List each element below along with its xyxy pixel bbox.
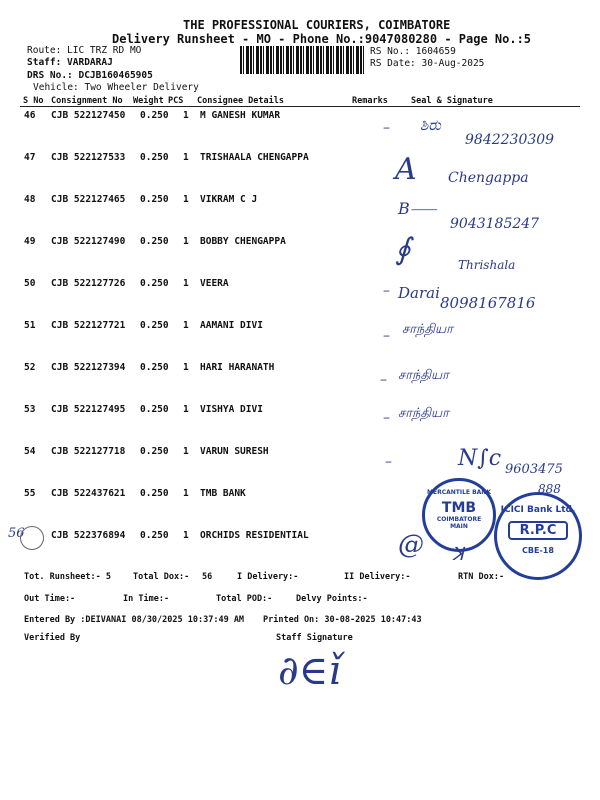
signature-55-text: 888 [538, 482, 561, 496]
header-divider [20, 106, 580, 107]
drs-number: DRS No.: DCJB160465905 [27, 70, 153, 81]
signature-56-initial: ꓘ [452, 544, 464, 565]
barcode [240, 46, 364, 74]
i-delivery: I Delivery:- [237, 572, 299, 582]
in-time: In Time:- [123, 594, 170, 604]
table-row [0, 404, 600, 446]
row-consignment: CJB 522437621 [51, 488, 126, 499]
row-sno: 55 [24, 488, 36, 499]
row-consignment: CJB 522127465 [51, 194, 126, 205]
row-weight: 0.250 [140, 362, 169, 373]
icici-stamp-bank: ICICI Bank Ltd. [500, 505, 576, 515]
runsheet-subtitle: Delivery Runsheet - MO - Phone No.:9047080280 - Page No.:5 [112, 32, 532, 46]
table-row [0, 362, 600, 404]
row-sno: 48 [24, 194, 36, 205]
printed-on: Printed On: 30-08-2025 10:47:43 [263, 615, 422, 625]
handwritten-sno-56: 56 [8, 526, 25, 541]
row-pcs: 1 [183, 362, 189, 373]
col-sno: S No [23, 96, 44, 106]
signature-51: சாந்தியா [402, 322, 453, 337]
row-consignee: VIKRAM C J [200, 194, 258, 205]
rs-number: RS No.: 1604659 [370, 46, 456, 57]
row-consignee: HARI HARANATH [200, 362, 275, 373]
row-pcs: 1 [183, 488, 189, 499]
signature-47-mark: A [395, 152, 417, 187]
entered-by: Entered By :DEIVANAI 08/30/2025 10:37:49 AM [24, 615, 245, 625]
row-consignee: AAMANI DIVI [200, 320, 263, 331]
row-sno: 49 [24, 236, 36, 247]
col-pcs: PCS [168, 96, 184, 106]
remark-dash: – [383, 283, 390, 299]
row-pcs: 1 [183, 110, 189, 121]
row-consignee: BOBBY CHENGAPPA [200, 236, 286, 247]
signature-46-name: ಶಿರು [420, 116, 441, 134]
tmb-stamp-branch: MAIN [450, 523, 468, 530]
signature-50-name: Darai [398, 284, 440, 302]
row-pcs: 1 [183, 152, 189, 163]
row-sno: 46 [24, 110, 36, 121]
row-consignment: CJB 522376894 [51, 530, 126, 541]
delvy-points: Delvy Points:- [296, 594, 368, 604]
row-consignee: VARUN SURESH [200, 446, 269, 457]
signature-50-phone: 8098167816 [440, 294, 536, 312]
icici-stamp-rpc: R.P.C [508, 521, 568, 540]
staff-signature-mark: ∂∈ǐ [278, 648, 342, 694]
tmb-stamp-top: MERCANTILE BANK [427, 489, 491, 496]
row-pcs: 1 [183, 446, 189, 457]
signature-46-phone: 9842230309 [465, 132, 555, 148]
signature-49-text: Thrishala [458, 258, 516, 272]
col-consignee: Consignee Details [197, 96, 284, 106]
ii-delivery: II Delivery:- [344, 572, 411, 582]
col-consignment: Consignment No [51, 96, 123, 106]
remark-dash: – [385, 454, 392, 470]
row-pcs: 1 [183, 530, 189, 541]
signature-47-text: Chengappa [448, 170, 529, 186]
company-title: THE PROFESSIONAL COURIERS, COIMBATORE [183, 18, 451, 32]
col-weight: Weight [133, 96, 164, 106]
row-sno: 50 [24, 278, 36, 289]
table-row [0, 320, 600, 362]
remark-dash: – [383, 410, 390, 426]
row-sno: 53 [24, 404, 36, 415]
total-dox-value: 56 [202, 572, 213, 582]
row-weight: 0.250 [140, 530, 169, 541]
row-weight: 0.250 [140, 278, 169, 289]
rtn-dox: RTN Dox:- [458, 572, 505, 582]
signature-49-mark: ∮ [395, 232, 411, 267]
row-weight: 0.250 [140, 404, 169, 415]
signature-52: சாந்தியா [398, 368, 449, 383]
sno-56-circle [20, 526, 44, 550]
row-consignment: CJB 522127721 [51, 320, 126, 331]
row-weight: 0.250 [140, 236, 169, 247]
row-consignment: CJB 522127533 [51, 152, 126, 163]
row-consignment: CJB 522127726 [51, 278, 126, 289]
row-sno: 51 [24, 320, 36, 331]
total-pod: Total POD:- [216, 594, 273, 604]
signature-48-phone: 9043185247 [450, 216, 540, 232]
signature-48-mark: B⸺ [398, 199, 437, 218]
verified-by: Verified By [24, 633, 81, 643]
remark-dash: – [383, 120, 390, 136]
row-pcs: 1 [183, 194, 189, 205]
row-consignee: VISHYA DIVI [200, 404, 263, 415]
row-consignee: M GANESH KUMAR [200, 110, 281, 121]
row-sno: 47 [24, 152, 36, 163]
row-pcs: 1 [183, 278, 189, 289]
rs-date: RS Date: 30-Aug-2025 [370, 58, 485, 69]
signature-56-mark: @ [398, 530, 424, 560]
row-consignee: TMB BANK [200, 488, 246, 499]
row-consignment: CJB 522127495 [51, 404, 126, 415]
signature-54-mark: N∫c [458, 446, 502, 471]
tot-runsheet: Tot. Runsheet:- 5 [24, 572, 111, 582]
row-sno: 52 [24, 362, 36, 373]
row-consignee: ORCHIDS RESIDENTIAL [200, 530, 309, 541]
out-time: Out Time:- [24, 594, 76, 604]
col-remarks: Remarks [352, 96, 388, 106]
col-seal-signature: Seal & Signature [411, 96, 493, 106]
signature-53: சாந்தியா [398, 406, 449, 421]
tmb-stamp-logo: TMB [441, 500, 477, 516]
row-weight: 0.250 [140, 152, 169, 163]
row-pcs: 1 [183, 404, 189, 415]
row-weight: 0.250 [140, 446, 169, 457]
row-pcs: 1 [183, 320, 189, 331]
signature-54-phone: 9603475 [505, 462, 563, 477]
vehicle-label: Vehicle: Two Wheeler Delivery [33, 82, 199, 93]
remark-dash: – [380, 372, 387, 388]
row-weight: 0.250 [140, 110, 169, 121]
route-label: Route: LIC TRZ RD MO [27, 45, 142, 56]
row-weight: 0.250 [140, 194, 169, 205]
row-weight: 0.250 [140, 320, 169, 331]
row-consignment: CJB 522127394 [51, 362, 126, 373]
row-consignee: VEERA [200, 278, 229, 289]
tmb-stamp-city: COIMBATORE [436, 516, 482, 523]
row-pcs: 1 [183, 236, 189, 247]
icici-stamp-cbe: CBE-18 [522, 546, 554, 555]
row-consignment: CJB 522127718 [51, 446, 126, 457]
row-consignee: TRISHAALA CHENGAPPA [200, 152, 309, 163]
total-dox-label: Total Dox:- [133, 572, 190, 582]
row-consignment: CJB 522127490 [51, 236, 126, 247]
tmb-bank-stamp [422, 478, 496, 552]
row-consignment: CJB 522127450 [51, 110, 126, 121]
row-weight: 0.250 [140, 488, 169, 499]
staff-signature-label: Staff Signature [276, 633, 353, 643]
icici-bank-stamp [494, 492, 582, 580]
staff-label: Staff: VARDARAJ [27, 57, 113, 68]
remark-dash: – [383, 328, 390, 344]
row-sno: 54 [24, 446, 36, 457]
